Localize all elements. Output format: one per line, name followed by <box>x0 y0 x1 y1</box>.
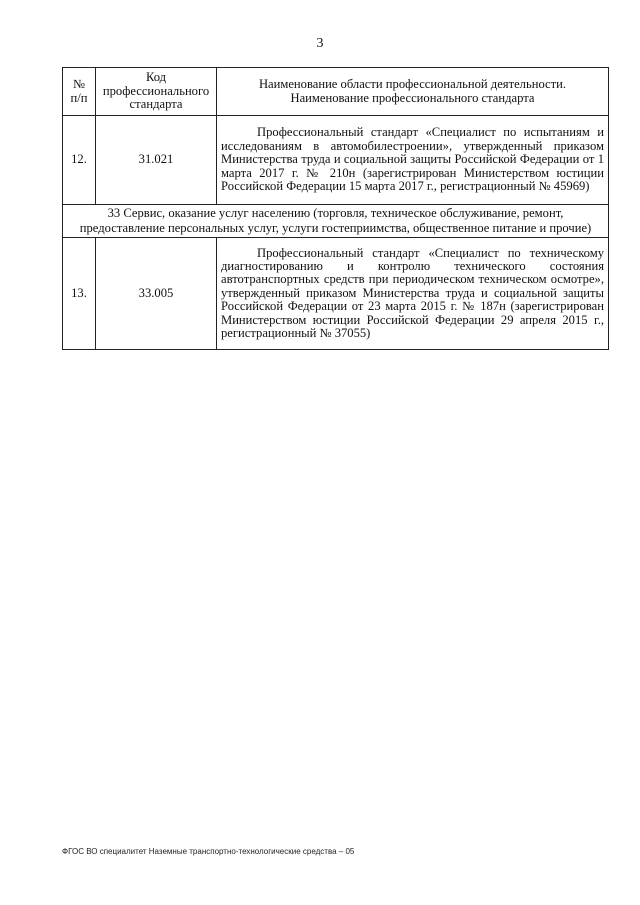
row-13-name-text: Профессиональный стандарт «Специалист по техническому диагностированию и контролю технического состояния автотранспортных средств при периодическом техническом осмотре», утвержденный приказом Министерства труда и социальной защиты Российской Федерации от 23 марта 2015 г. № 187н (зарегистрирован Министерством юстиции Российской Федерации 29 апреля 2015 г., регистрационный № 37055) <box>221 245 604 341</box>
table-row <box>63 238 609 350</box>
header-name-line1: Наименование области профессиональной деятельности. <box>258 77 567 92</box>
row-13-code: 33.005 <box>96 238 217 350</box>
page-number: 3 <box>316 36 324 51</box>
row-13-name <box>217 238 609 350</box>
header-code: Код профессионального стандарта <box>96 68 217 116</box>
professional-standards-table <box>62 67 609 350</box>
group-row <box>63 205 609 238</box>
table-header-row <box>63 68 609 116</box>
header-name <box>217 68 609 116</box>
group-33-line1: 33 Сервис, оказание услуг населению (торговля, техническое обслуживание, ремонт, <box>107 206 564 220</box>
group-33-line2: предоставление персональных услуг, услуги гостеприимства, общественное питание и прочие) <box>79 221 592 235</box>
row-12-num: 12. <box>63 116 96 205</box>
group-33-heading <box>63 205 609 238</box>
header-num: № п/п <box>63 68 96 116</box>
page-footer: ФГОС ВО специалитет Наземные транспортно-технологические средства – 05 <box>62 847 355 856</box>
row-12-name-text: Профессиональный стандарт «Специалист по испытаниям и исследованиям в автомобилестроении», утвержденный приказом Министерства труда и социальной защиты Российской Федерации от 1 марта 2017 г. № 210н (зарегистрирован Министерством юстиции Российской Федерации 15 марта 2017 г., регистрационный № 45969) <box>221 125 604 194</box>
header-name-line2: Наименование профессионального стандарта <box>290 90 535 105</box>
row-12-code: 31.021 <box>96 116 217 205</box>
row-12-name <box>217 116 609 205</box>
row-13-num: 13. <box>63 238 96 350</box>
table-row <box>63 116 609 205</box>
